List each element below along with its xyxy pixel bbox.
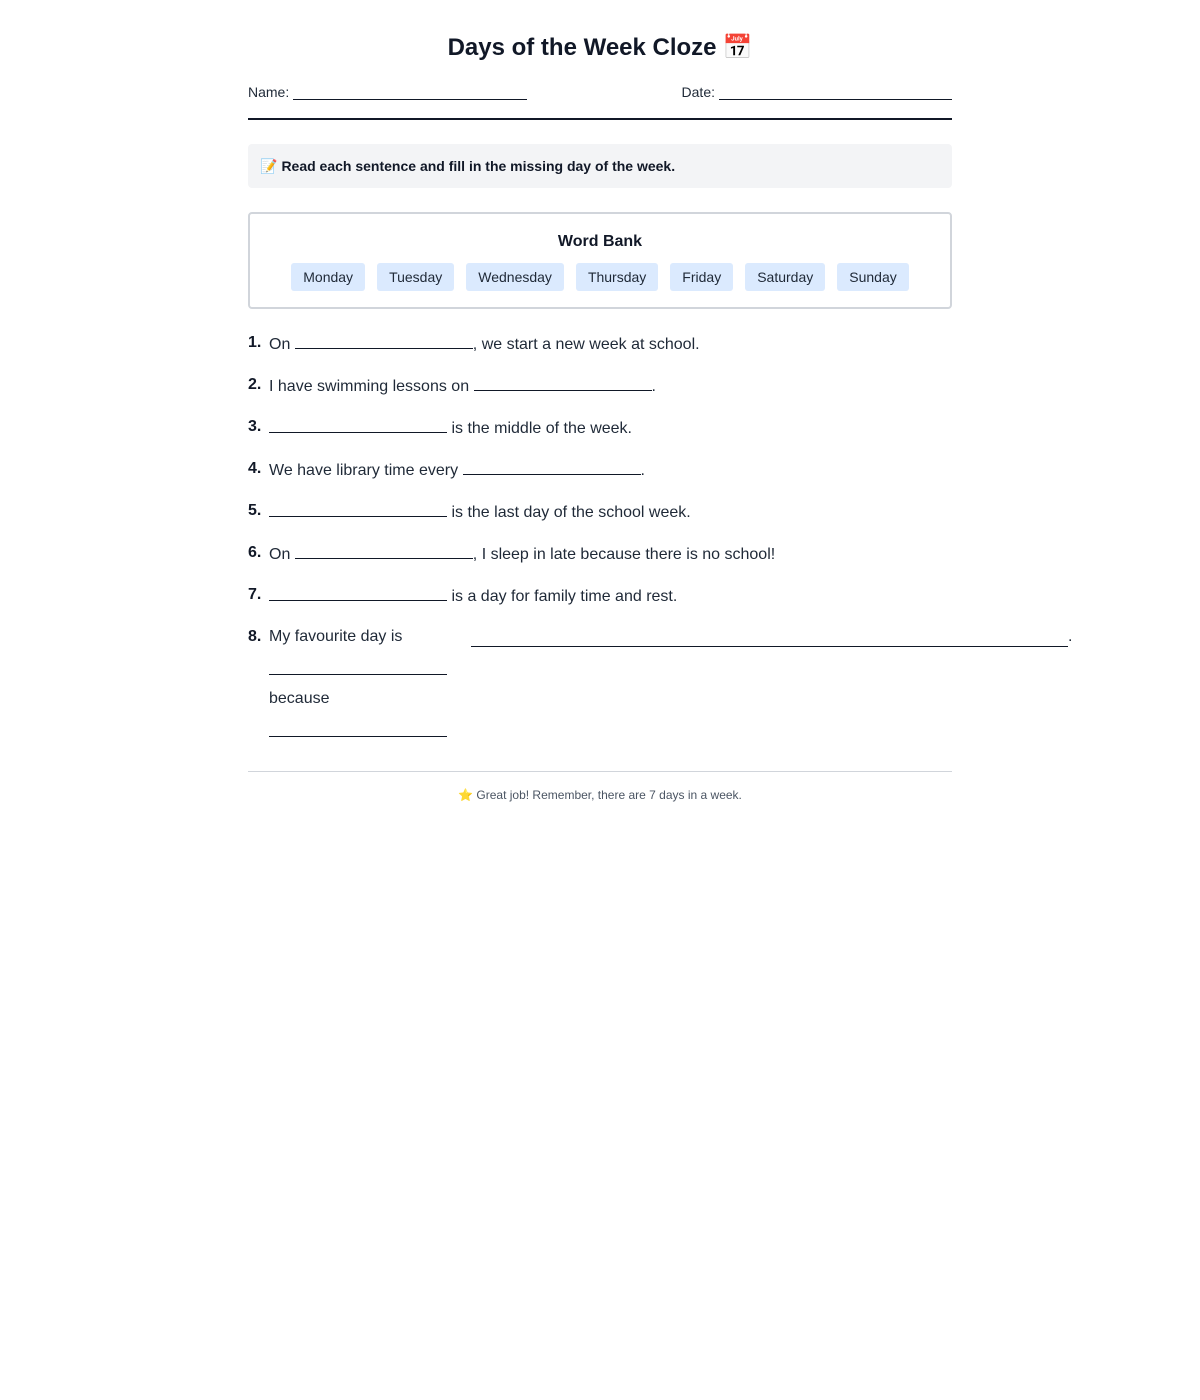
question-number: 4. <box>248 460 262 477</box>
question-text <box>269 459 952 481</box>
answer-blank[interactable] <box>269 501 447 517</box>
question8-column <box>269 627 447 751</box>
word-bank <box>248 212 952 309</box>
question-before: I have swimming lessons on <box>269 378 474 395</box>
question-item <box>248 333 952 355</box>
question8-reason <box>471 627 1072 647</box>
worksheet <box>248 0 1073 802</box>
name-date-row <box>248 84 952 120</box>
question-number: 7. <box>248 586 262 603</box>
title-text: Days of the Week Cloze <box>447 34 717 61</box>
word-chip: Wednesday <box>466 263 564 291</box>
answer-blank[interactable] <box>295 333 473 349</box>
question-number: 2. <box>248 376 262 393</box>
question-number: 1. <box>248 334 262 351</box>
question-number: 8. <box>248 628 262 645</box>
answer-blank[interactable] <box>269 417 447 433</box>
footer-text: Great job! Remember, there are 7 days in a week. <box>476 788 742 802</box>
question8-part1: My favourite day is <box>269 628 403 645</box>
question-number: 5. <box>248 502 262 519</box>
word-chip: Monday <box>291 263 365 291</box>
word-chip: Thursday <box>576 263 658 291</box>
question8-part2: because <box>269 690 330 707</box>
instructions-text: Read each sentence and fill in the missing day of the week. <box>281 158 676 174</box>
question-after: , I sleep in late because there is no school! <box>472 546 776 563</box>
name-blank[interactable] <box>293 85 527 100</box>
memo-icon: 📝 <box>260 158 278 174</box>
question-after: is the middle of the week. <box>447 420 632 437</box>
question-before: On <box>269 546 295 563</box>
reason-blank[interactable] <box>471 634 1068 647</box>
answer-blank[interactable] <box>295 543 473 559</box>
question-before: We have library time every <box>269 462 463 479</box>
question-after: . <box>640 462 645 479</box>
question-item <box>248 501 952 523</box>
name-field <box>248 84 527 100</box>
question-list <box>248 333 1073 751</box>
date-field <box>682 84 952 100</box>
question-item <box>248 585 952 607</box>
question-text <box>269 417 952 439</box>
question-text <box>269 543 952 565</box>
date-label: Date: <box>681 84 715 100</box>
name-label: Name: <box>248 84 290 100</box>
page-title <box>248 32 952 64</box>
question-text <box>269 375 952 397</box>
question-number: 3. <box>248 418 262 435</box>
answer-blank[interactable] <box>269 659 447 675</box>
question-item <box>248 417 952 439</box>
question-text <box>269 585 952 607</box>
word-chip: Saturday <box>745 263 825 291</box>
word-chip: Sunday <box>837 263 908 291</box>
question-text <box>269 627 1072 751</box>
word-chip: Tuesday <box>377 263 454 291</box>
instructions-box <box>248 144 952 188</box>
question-item <box>248 543 952 565</box>
answer-blank[interactable] <box>269 585 447 601</box>
question-item-8 <box>248 627 1073 751</box>
word-chip: Friday <box>670 263 733 291</box>
question-text <box>269 333 952 355</box>
question-after: . <box>651 378 656 395</box>
question-before: On <box>269 336 295 353</box>
question-item <box>248 459 952 481</box>
date-blank[interactable] <box>719 85 952 100</box>
footer <box>248 771 952 802</box>
answer-blank[interactable] <box>269 721 447 737</box>
question-item <box>248 375 952 397</box>
calendar-icon: 📅 <box>722 34 753 61</box>
question-after: is a day for family time and rest. <box>447 588 678 605</box>
answer-blank[interactable] <box>463 459 641 475</box>
star-icon: ⭐ <box>458 788 474 802</box>
question-after: , we start a new week at school. <box>472 336 700 353</box>
question-after: is the last day of the school week. <box>447 504 691 521</box>
answer-blank[interactable] <box>474 375 652 391</box>
question8-end: . <box>1068 628 1073 645</box>
question-text <box>269 501 952 523</box>
word-bank-chips <box>266 263 934 291</box>
word-bank-title: Word Bank <box>557 233 643 250</box>
question-number: 6. <box>248 544 262 561</box>
